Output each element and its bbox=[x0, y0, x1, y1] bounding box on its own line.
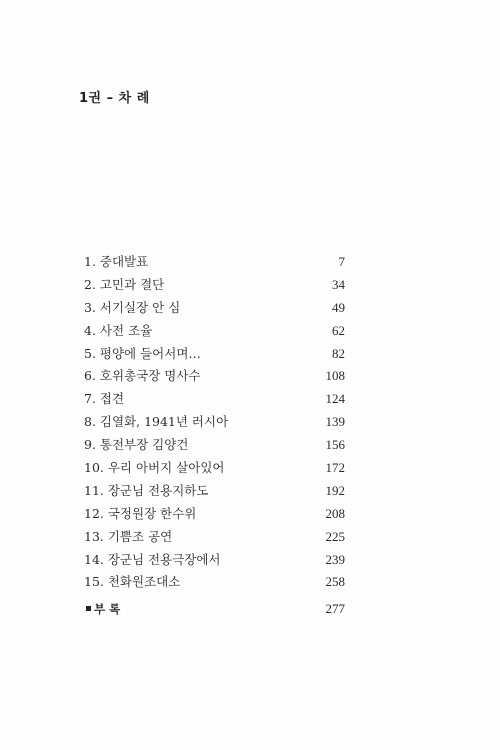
toc-entry-page: 82 bbox=[332, 345, 345, 361]
toc-entry[interactable] bbox=[0, 274, 500, 297]
toc-entry-page: 258 bbox=[325, 574, 345, 590]
toc-entry-page: 208 bbox=[325, 505, 345, 521]
toc-entry[interactable] bbox=[0, 480, 500, 503]
toc-entry-title: 1. 중대발표 bbox=[84, 254, 149, 269]
toc-entry-page: 49 bbox=[332, 299, 345, 315]
toc-entry-page: 192 bbox=[325, 482, 345, 498]
toc-entry-page: 124 bbox=[325, 391, 345, 407]
appendix-label-group bbox=[86, 598, 120, 620]
toc-entry-title: 15. 천화원조대소 bbox=[84, 574, 181, 590]
toc-entry-page: 225 bbox=[325, 528, 345, 544]
toc-entry[interactable] bbox=[0, 365, 500, 388]
toc-entry[interactable] bbox=[0, 503, 500, 526]
toc-entry-title: 3. 서기실장 안 심 bbox=[84, 299, 181, 315]
toc-entry[interactable] bbox=[0, 297, 500, 320]
toc-entry-page: 62 bbox=[332, 322, 345, 338]
toc-entry[interactable] bbox=[0, 411, 500, 434]
appendix-page: 277 bbox=[325, 601, 345, 616]
toc-appendix-entry[interactable] bbox=[0, 598, 500, 620]
toc-entry[interactable] bbox=[0, 549, 500, 572]
toc-entry-page: 108 bbox=[325, 368, 345, 384]
volume-toc-heading: 1권 – 차 례 bbox=[79, 91, 150, 106]
toc-entry-page: 34 bbox=[332, 276, 345, 292]
toc-entry-title: 6. 호위총국장 명사수 bbox=[84, 368, 201, 384]
toc-entry-page: 7 bbox=[338, 254, 345, 269]
toc-entry[interactable] bbox=[0, 343, 500, 366]
toc-entry[interactable] bbox=[0, 320, 500, 343]
toc-entry-title: 9. 통전부장 김양건 bbox=[84, 437, 189, 453]
toc-entry-title: 11. 장군님 전용지하도 bbox=[84, 482, 209, 498]
toc-entry[interactable] bbox=[0, 434, 500, 457]
toc-entry-title: 2. 고민과 결단 bbox=[84, 276, 165, 292]
toc-entry[interactable] bbox=[0, 571, 500, 594]
toc-entry-title: 5. 평양에 들어서며… bbox=[84, 345, 201, 361]
toc-entry-page: 172 bbox=[325, 460, 345, 476]
toc-entry-title: 13. 기쁨조 공연 bbox=[84, 528, 173, 544]
toc-entry-title: 4. 사전 조율 bbox=[84, 322, 153, 338]
toc-entry-title: 8. 김열화, 1941년 러시아 bbox=[84, 414, 229, 430]
toc-entry-page: 139 bbox=[325, 414, 345, 430]
toc-entry-page: 156 bbox=[325, 437, 345, 453]
toc-entry-title: 10. 우리 아버지 살아있어 bbox=[84, 460, 225, 476]
toc-entry-page: 239 bbox=[325, 551, 345, 567]
appendix-label: 부 록 bbox=[94, 602, 121, 616]
table-of-contents bbox=[0, 251, 500, 594]
toc-entry-title: 7. 접견 bbox=[84, 391, 125, 407]
toc-entry[interactable] bbox=[0, 251, 500, 274]
toc-entry-title: 12. 국정원장 한수위 bbox=[84, 505, 197, 521]
toc-entry[interactable] bbox=[0, 526, 500, 549]
toc-entry[interactable] bbox=[0, 388, 500, 411]
square-bullet-icon bbox=[86, 606, 91, 611]
toc-entry-title: 14. 장군님 전용극장에서 bbox=[84, 551, 221, 567]
toc-entry[interactable] bbox=[0, 457, 500, 480]
